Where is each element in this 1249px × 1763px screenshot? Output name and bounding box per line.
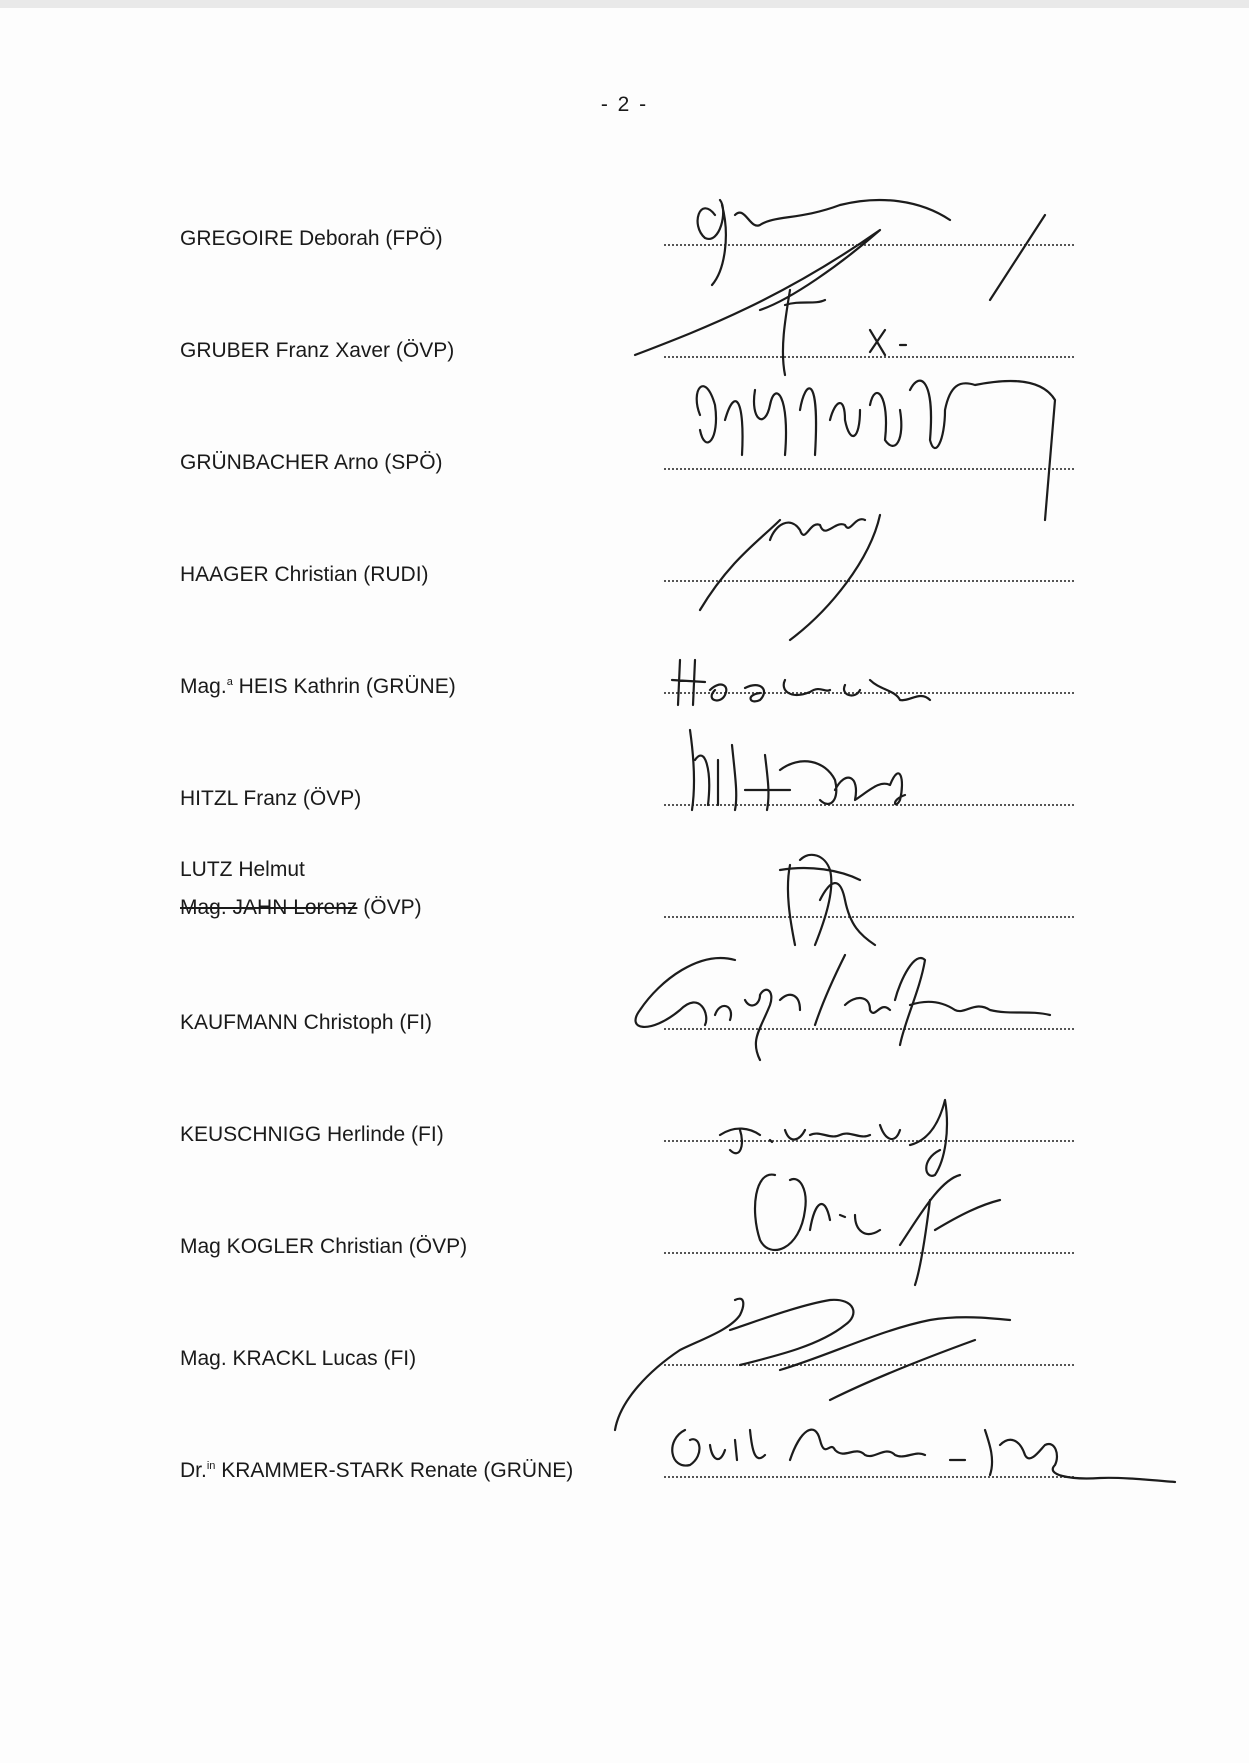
signature-line	[664, 916, 1074, 918]
signatory-surname: HEIS Kathrin (GRÜNE)	[238, 675, 456, 698]
title-prefix: Mag.	[180, 675, 227, 698]
signature-line	[664, 1252, 1074, 1254]
signatory-row	[0, 334, 1249, 374]
signatory-row	[0, 558, 1249, 598]
signature-line	[664, 1140, 1074, 1142]
signatory-row	[0, 782, 1249, 822]
signature-line	[664, 804, 1074, 806]
signatory-name: KEUSCHNIGG Herlinde (FI)	[180, 1123, 444, 1146]
signatory-row	[0, 1118, 1249, 1158]
signatory-row	[0, 1454, 1249, 1494]
signature-line	[664, 468, 1074, 470]
signatory-name: GRUBER Franz Xaver (ÖVP)	[180, 339, 455, 362]
title-suffix: in	[206, 1460, 216, 1472]
signature-line	[664, 1476, 1074, 1478]
signatory-name	[180, 896, 422, 920]
signatory-row	[0, 1006, 1249, 1046]
signatory-name: KAUFMANN Christoph (FI)	[180, 1011, 433, 1034]
signatory-row	[0, 858, 1249, 938]
signatory-name	[180, 1459, 573, 1483]
title-suffix: a	[226, 676, 233, 688]
signatory-row	[0, 1230, 1249, 1270]
signatory-name	[180, 675, 456, 699]
signatory-surname: KRAMMER-STARK Renate (GRÜNE)	[221, 1459, 574, 1482]
signature-line	[664, 692, 1074, 694]
signatory-name: HAAGER Christian (RUDI)	[180, 563, 429, 586]
signatory-name: Mag. KRACKL Lucas (FI)	[180, 1347, 417, 1370]
signatory-name: GREGOIRE Deborah (FPÖ)	[180, 227, 443, 250]
signatory-name: Mag KOGLER Christian (ÖVP)	[180, 1235, 468, 1258]
party: (ÖVP)	[363, 896, 422, 919]
signature-line	[664, 1028, 1074, 1030]
signatory-row	[0, 1342, 1249, 1382]
signature-line	[664, 580, 1074, 582]
signature-line	[664, 1364, 1074, 1366]
struck-name: Mag. JAHN Lorenz	[180, 896, 358, 919]
signature-line	[664, 244, 1074, 246]
signatory-name-replacement: LUTZ Helmut	[180, 858, 305, 881]
signatory-row	[0, 446, 1249, 486]
scan-edge	[0, 0, 1249, 8]
signatory-row	[0, 670, 1249, 710]
signatory-name: GRÜNBACHER Arno (SPÖ)	[180, 451, 443, 474]
title-prefix: Dr.	[180, 1459, 207, 1482]
page-number: - 2 -	[600, 93, 649, 116]
signatory-row	[0, 222, 1249, 262]
signature-line	[664, 356, 1074, 358]
signatory-name: HITZL Franz (ÖVP)	[180, 787, 362, 810]
